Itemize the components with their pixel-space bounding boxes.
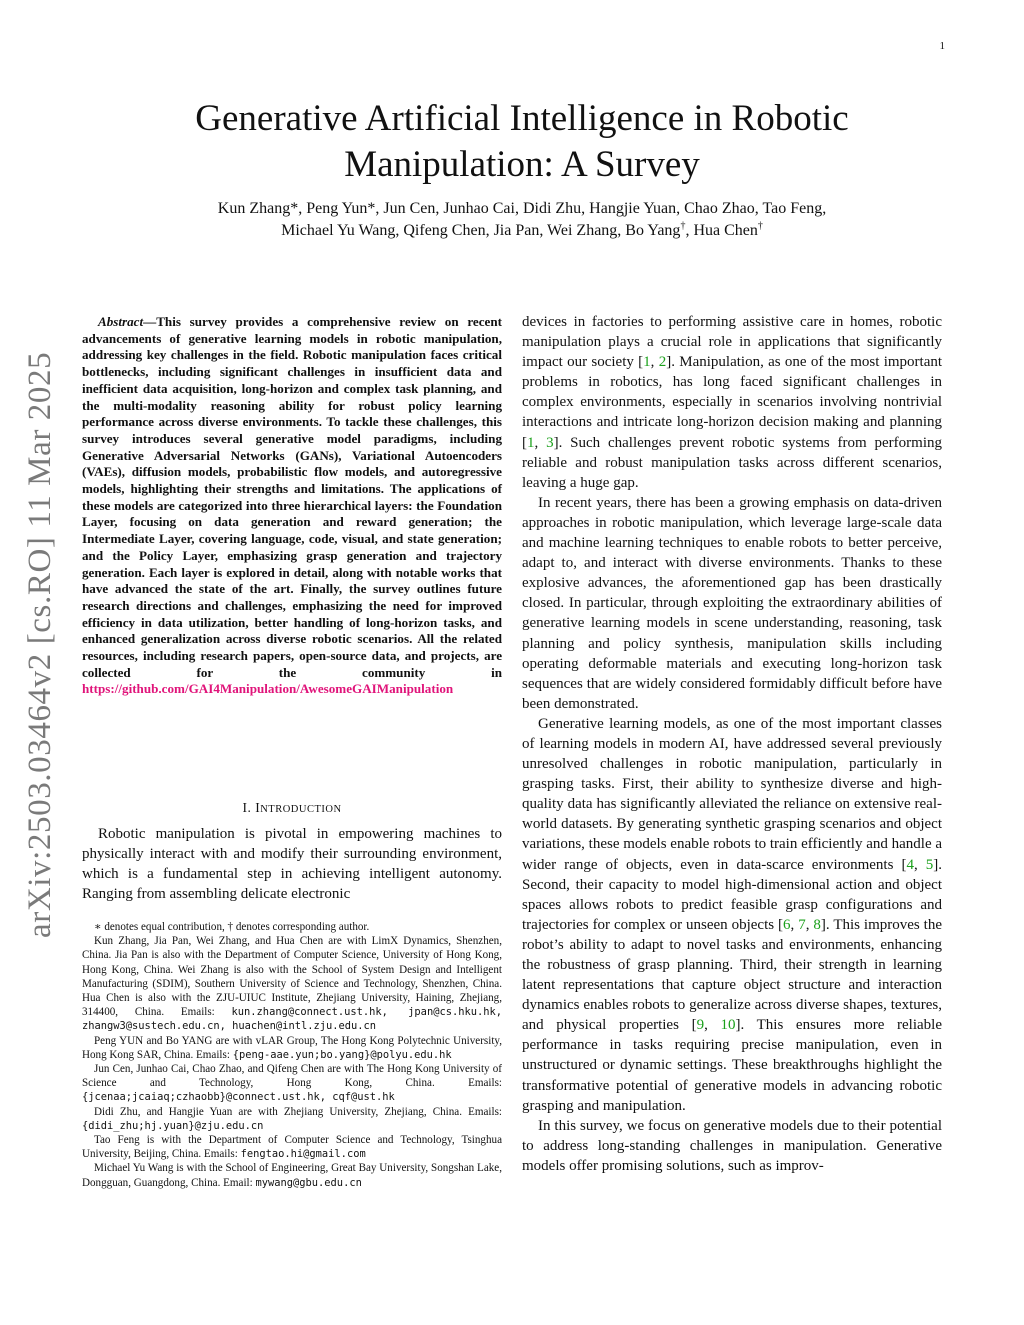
body-text: ]. This improves the robot’s ability to adapt to novel tasks and environments, enhancing the robustness of grasp planning. Third, their strength in learning latent representations that capture object structure and interaction dynamics enables robots to generalize across diverse shapes, textures, and physical properties [ xyxy=(522,916,943,1034)
section-heading-introduction xyxy=(82,800,502,816)
citation-link[interactable]: 1 xyxy=(643,354,651,371)
affiliation-emails: mywang@gbu.edu.cn xyxy=(255,1176,362,1189)
abstract xyxy=(82,314,502,698)
affiliation-emails: kun.zhang@connect.ust.hk, jpan@cs.hku.hk, zhangw3@sustech.edu.cn, huachen@intl.zju.edu.cn xyxy=(82,1006,503,1033)
citation-link[interactable]: 4 xyxy=(906,856,914,873)
body-text: , xyxy=(650,354,659,371)
authors-last: , Hua Chen xyxy=(685,222,758,239)
citation-link[interactable]: 3 xyxy=(546,434,554,451)
footnotes xyxy=(82,920,502,1190)
body-text: ]. Manipulation, as one of the most important problems in robotics, has long faced significant challenges in complex environments, especially in scenarios involving nontrivial interactions and intricate long-horizon decision making and planning [ xyxy=(522,354,943,451)
affiliation-text: Tao Feng is with the Department of Computer Science and Technology, Tsinghua University, Beijing, China. Emails: xyxy=(82,1134,502,1161)
footnote-equal-contribution: ∗ denotes equal contribution, † denotes corresponding author. xyxy=(94,921,370,933)
body-paragraph-1 xyxy=(522,312,942,493)
author-list xyxy=(110,198,934,242)
intro-paragraph: Robotic manipulation is pivotal in empowering machines to physically interact with and modify their surrounding environment, which is a fundamental step in achieving intelligent autonomy. Ranging from assembling delicate electronic xyxy=(82,826,502,903)
body-text: , xyxy=(913,856,926,873)
affiliation-text: Didi Zhu, and Hangjie Yuan are with Zhejiang University, Zhejiang, China. Emails: xyxy=(94,1105,502,1118)
body-text: ]. This ensures more reliable performance in tasks requiring precise manipulation, even in unstructured or dynamic settings. These breakthroughs highlight the transformative potential of generative models in advancing robotic grasping and manipulation. xyxy=(522,1017,943,1114)
section-number: I. xyxy=(242,800,256,815)
dagger-mark-2: † xyxy=(757,220,763,232)
affiliation-text: Kun Zhang, Jia Pan, Wei Zhang, and Hua Chen are with LimX Dynamics, Shenzhen, China. Jia Pan is also with the Department of Computer Science, University of Hong Kong, Hong Kong, China. Wei Zhang is also with the School of System Design and Intelligent Manufacturing (SDIM), Southern University of Science and Technology, Shenzhen, China. Hua Chen is also with the ZJU-UIUC Institute, Zhejiang University, Haining, Zhejiang, 314400, China. Emails: xyxy=(82,935,502,1019)
citation-link[interactable]: 2 xyxy=(658,354,667,371)
affiliation-emails: {didi_zhu;hj.yuan}@zju.edu.cn xyxy=(82,1119,264,1132)
body-paragraph-2: In recent years, there has been a growing emphasis on data-driven approaches in robotic manipulation, which leverage large-scale data and machine learning techniques to enable robots to better perceive, adapt to, and interact with diverse environments. Thanks to these explosive advances, the aforementioned gap has been drastically closed. In particular, through exploiting the extraordinary abilities of generative learning models in scene understanding, reasoning, task planning and policy synthesis, manipulation skills including operating deformable materials and executing long-horizon task sequences that are widely considered formidably difficult before have been demonstrated. xyxy=(522,494,942,712)
body-text: ]. Second, their capacity to model high-dimensional action and object spaces allows robots to predict feasible grasp configurations and trajectories for complex or unseen objects [ xyxy=(522,856,942,933)
body-text: ]. Such challenges prevent robotic systems from performing reliable and robust manipulation tasks across different scenarios, leaving a huge gap. xyxy=(522,434,943,491)
abstract-dash: — xyxy=(143,314,157,329)
citation-link[interactable]: 7 xyxy=(798,916,806,933)
body-text: , xyxy=(790,916,799,933)
citation-link[interactable]: 10 xyxy=(720,1017,736,1034)
affiliation-text: Peng YUN and Bo YANG are with vLAR Group, The Hong Kong Polytechnic University, Hong Kong SAR, China. Emails: xyxy=(82,1034,502,1061)
section-title-cap: I xyxy=(255,800,261,815)
body-paragraph-3 xyxy=(522,714,942,1116)
authors-names: Michael Yu Wang, Qifeng Chen, Jia Pan, Wei Zhang, Bo Yang xyxy=(281,222,681,239)
affiliation-text: Jun Cen, Junhao Cai, Chao Zhao, and Qifeng Chen are with The Hong Kong University of Science and Technology, Hong Kong, China. Emails: xyxy=(82,1063,502,1090)
authors-line-2 xyxy=(110,220,934,242)
body-text: , xyxy=(805,916,814,933)
affiliation-emails: {jcenaa;jcaiaq;czhaobb}@connect.ust.hk, cqf@ust.hk xyxy=(82,1091,395,1104)
abstract-label: Abstract xyxy=(98,314,144,329)
footnote-affiliation-4 xyxy=(82,1105,502,1133)
citation-link[interactable]: 8 xyxy=(813,916,821,933)
arxiv-identifier: arXiv:2503.03464v2 [cs.RO] 11 Mar 2025 xyxy=(22,351,58,938)
right-column xyxy=(522,312,942,1176)
footnote-affiliation-1 xyxy=(82,934,502,1033)
paper-title: Generative Artificial Intelligence in Robotic Manipulation: A Survey xyxy=(195,98,849,185)
body-text: , xyxy=(704,1017,721,1034)
body-text: , xyxy=(534,434,547,451)
dagger-mark: † xyxy=(680,220,686,232)
abstract-text: This survey provides a comprehensive review on recent advancements of generative learning models in robotic manipulation, addressing key challenges in the field. Robotic manipulation faces critical bottlenecks, including significant challenges in insufficient data and inefficient data acquisition, long-horizon and complex task planning, and the multi-modality reasoning ability for robust policy learning performance across diverse environments. To tackle these challenges, this survey introduces several generative model paradigms, including Generative Adversarial Networks (GANs), Variational Autoencoders (VAEs), diffusion models, probabilistic flow models, and autoregressive models, highlighting their strengths and limitations. The applications of these models are categorized into three hierarchical layers: the Foundation Layer, focusing on data generation and reward generation; the Intermediate Layer, covering language, code, visual, and state generation; and the Policy Layer, emphasizing grasp generation and trajectory generation. Each layer is explored in detail, along with notable works that have advanced the state of the art. Finally, the survey outlines future research directions and challenges, emphasizing the need for improved efficiency in data utilization, better handling of long-horizon tasks, and enhanced generalization across diverse robotic scenarios. All the related resources, including research papers, open-source data, and projects, are collected for the community in xyxy=(82,314,502,680)
citation-link[interactable]: 1 xyxy=(527,434,535,451)
authors-line-1: Kun Zhang*, Peng Yun*, Jun Cen, Junhao Cai, Didi Zhu, Hangjie Yuan, Chao Zhao, Tao Feng, xyxy=(217,200,827,217)
section-title-rest: NTRODUCTION xyxy=(260,804,342,815)
affiliation-text: Michael Yu Wang is with the School of Engineering, Great Bay University, Songshan Lake, Dongguan, Guangdong, China. Email: xyxy=(82,1162,502,1189)
body-text: devices in factories to performing assistive care in homes, robotic manipulation plays a crucial role in applications that significantly impact our society [ xyxy=(522,314,942,371)
body-paragraph-4: In this survey, we focus on generative models due to their potential to address long-standing challenges in manipulation. Generative models offer promising solutions, such as improv- xyxy=(522,1117,942,1174)
footnote-affiliation-3 xyxy=(82,1062,502,1105)
page-number: 1 xyxy=(939,40,945,52)
footnote-affiliation-2 xyxy=(82,1034,502,1062)
citation-link[interactable]: 5 xyxy=(925,856,934,873)
body-text: Generative learning models, as one of the most important classes of learning models in modern AI, have addressed several previously unresolved challenges in robotic manipulation, particularly in grasping tasks. First, their ability to synthesize diverse and high-quality data has significantly alleviated the reliance on extensive real-world datasets. By generating synthetic grasping scenarios and object variations, these models enable robots to train efficiently and handle a wider range of objects, even in data-scarce environments [ xyxy=(522,715,943,873)
citation-link[interactable]: 9 xyxy=(696,1017,705,1034)
footnote-affiliation-6 xyxy=(82,1161,502,1189)
citation-link[interactable]: 6 xyxy=(783,916,791,933)
affiliation-emails: fengtao.hi@gmail.com xyxy=(240,1148,366,1161)
github-link[interactable]: https://github.com/GAI4Manipulation/AwesomeGAIManipulation xyxy=(82,681,454,697)
affiliation-emails: {peng-aae.yun;bo.yang}@polyu.edu.hk xyxy=(232,1048,452,1061)
footnote-affiliation-5 xyxy=(82,1133,502,1161)
